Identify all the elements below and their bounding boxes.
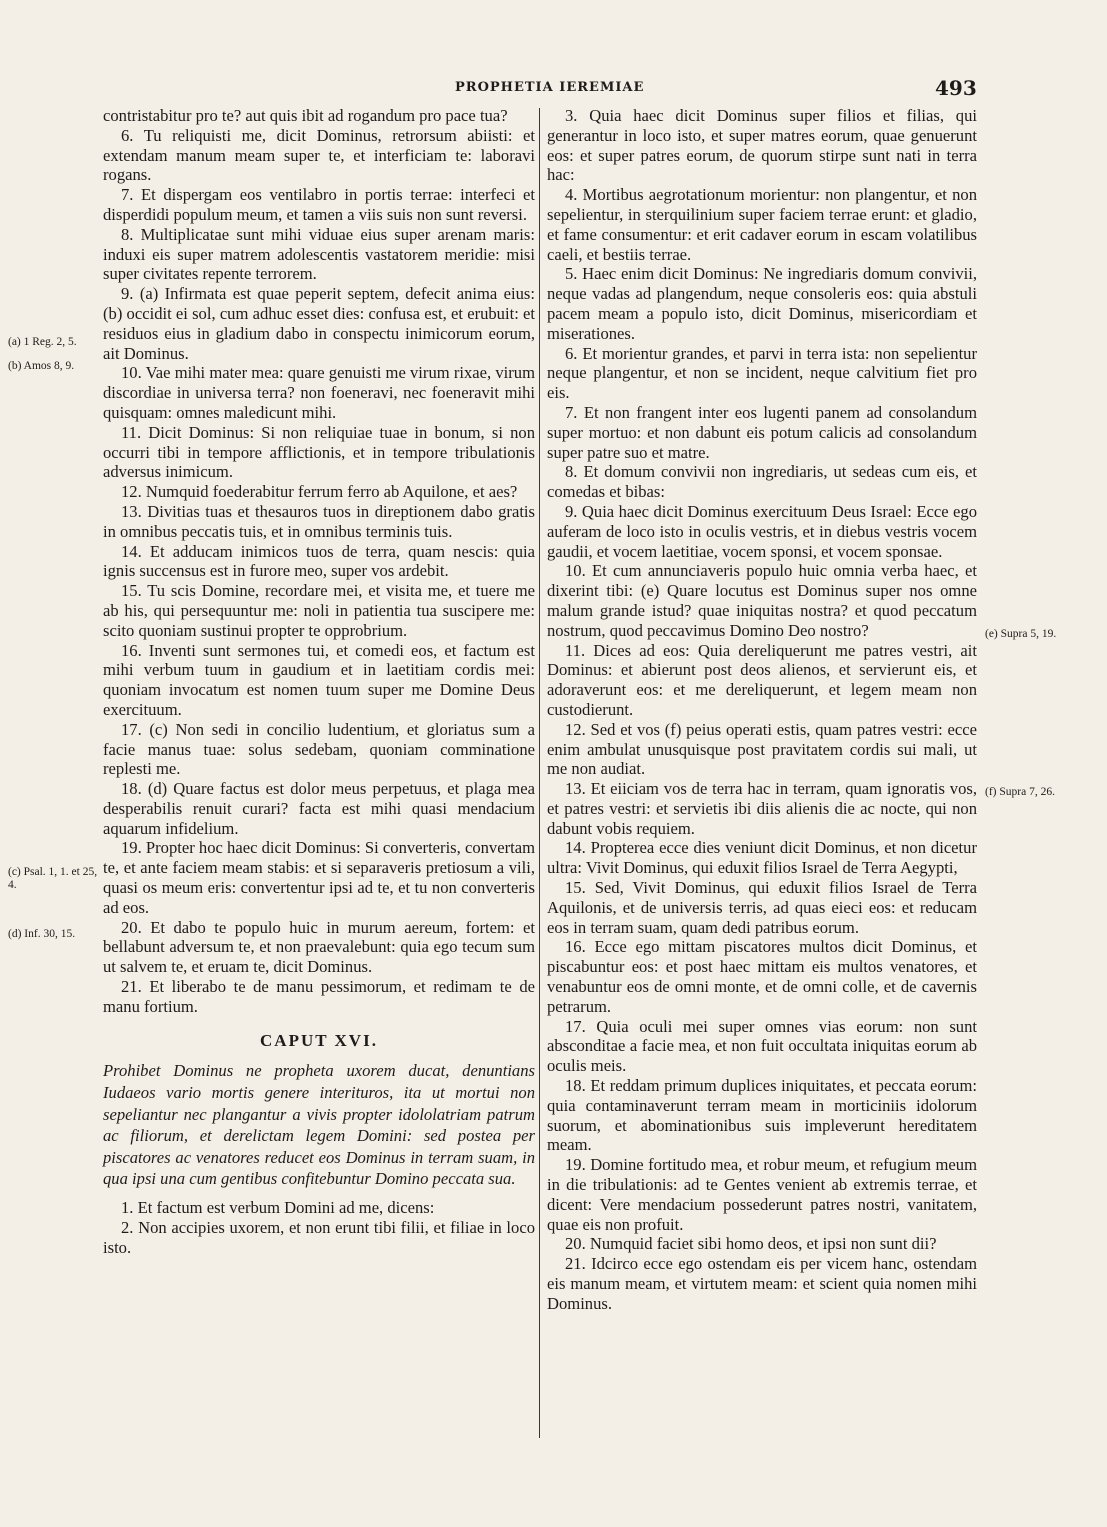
verse: 10. Et cum annunciaveris populo huic omnia verba haec, et dixerint tibi: (e) Quare locutus est Dominus super nos omne malum grande istud? quae iniquitas nostra? et quod peccatum nostrum, quod peccavimus Domino Deo nostro? bbox=[547, 561, 977, 640]
verse: 21. Et liberabo te de manu pessimorum, et redimam te de manu fortium. bbox=[103, 977, 535, 1016]
margin-note-e: (e) Supra 5, 19. bbox=[985, 628, 1057, 640]
verse: 19. Domine fortitudo mea, et robur meum, et refugium meum in die tribulationis: ad te Gentes venient ab extremis terrae, et dicent: Vere mendacium possederunt patres nostri, vanitatem, quae eis non profuit. bbox=[547, 1155, 977, 1234]
verse: 1. Et factum est verbum Domini ad me, dicens: bbox=[121, 1198, 435, 1218]
verse: 9. (a) Infirmata est quae peperit septem, defecit anima eius: (b) occidit ei sol, cum adhuc esset dies: confusa est, et erubuit: et residuos eius in gladium dabo in conspectu inimicorum eorum, ait Dominus. bbox=[103, 284, 535, 363]
verse: 14. Et adducam inimicos tuos de terra, quam nescis: quia ignis succensus est in furore meo, super vos ardebit. bbox=[103, 541, 535, 581]
verse: 3. Quia haec dicit Dominus super filios et filias, qui generantur in loco isto, et super matres eorum, quae genuerunt eos: et super patres eorum, de quorum stirpe sunt nati in terra hac: bbox=[547, 106, 977, 185]
verse: 7. Et non frangent inter eos lugenti panem ad consolandum super mortuo: et non dabunt eis potum calicis ad consolandum super patre suo et matre. bbox=[547, 402, 977, 462]
column-divider bbox=[539, 108, 540, 1438]
verse: 16. Inventi sunt sermones tui, et comedi eos, et factum est mihi verbum tuum in gaudium et in laetitiam cordis mei: quoniam invocatum est nomen tuum super me Domine Deus exercituum. bbox=[103, 640, 535, 719]
verse: 9. Quia haec dicit Dominus exercituum Deus Israel: Ecce ego auferam de loco isto in oculis vestris, et in diebus vestris vocem gaudii, et vocem laetitiae, vocem sponsi, et vocem sponsae. bbox=[547, 501, 977, 561]
verse: 12. Sed et vos (f) peius operati estis, quam patres vestri: ecce enim ambulat unusquisque post pravitatem cordis sui mali, ut me non audiat. bbox=[547, 719, 977, 779]
margin-note-d: (d) Inf. 30, 15. bbox=[8, 928, 76, 940]
left-column bbox=[103, 106, 535, 1257]
running-title: PROPHETIA IEREMIAE bbox=[455, 80, 645, 95]
verse: contristabitur pro te? aut quis ibit ad rogandum pro pace tua? bbox=[103, 106, 508, 125]
verse: 13. Divitias tuas et thesauros tuos in direptionem dabo gratis in omnibus peccatis tuis, et in omnibus terminis tuis. bbox=[103, 501, 535, 541]
verse: 2. Non accipies uxorem, et non erunt tibi filii, et filiae in loco isto. bbox=[103, 1217, 535, 1257]
verse: 5. Haec enim dicit Dominus: Ne ingrediaris domum convivii, neque vadas ad plangendum, neque consoleris eos: quia abstuli pacem meam a populo isto, dicit Dominus, misericordiam et miserationes. bbox=[547, 264, 977, 343]
verse: 17. Quia oculi mei super omnes vias eorum: non sunt absconditae a facie mea, et non fuit occultata iniquitas eorum ab oculis meis. bbox=[547, 1016, 977, 1076]
verse: 21. Idcirco ecce ego ostendam eis per vicem hanc, ostendam eis manum meam, et virtutem meam: et scient quia nomen mihi Dominus. bbox=[547, 1254, 977, 1313]
margin-note-c: (c) Psal. 1, 1. et 25, 4. bbox=[8, 866, 98, 891]
verse: 7. Et dispergam eos ventilabro in portis terrae: interfeci et disperdidi populum meum, et tamen a viis suis non sunt reversi. bbox=[103, 185, 535, 224]
margin-note-b: (b) Amos 8, 9. bbox=[8, 360, 75, 372]
verse: 18. (d) Quare factus est dolor meus perpetuus, et plaga mea desperabilis renuit curari? facta est mihi quasi mendacium aquarum infidelium. bbox=[103, 779, 535, 838]
verse: 20. Numquid faciet sibi homo deos, et ipsi non sunt dii? bbox=[565, 1234, 937, 1254]
verse: 14. Propterea ecce dies veniunt dicit Dominus, et non dicetur ultra: Vivit Dominus, qui eduxit filios Israel de Terra Aegypti, bbox=[547, 838, 977, 878]
chapter-heading: CAPUT XVI. bbox=[260, 1030, 378, 1050]
verse: 8. Et domum convivii non ingrediaris, ut sedeas cum eis, et comedas et bibas: bbox=[547, 462, 977, 502]
verse: 11. Dices ad eos: Quia dereliquerunt me patres vestri, ait Dominus: et abierunt post deos alienos, et servierunt eis, et adoraverunt eos: et me dereliquerunt, et legem meam non custodierunt. bbox=[547, 640, 977, 719]
verse: 12. Numquid foederabitur ferrum ferro ab Aquilone, et aes? bbox=[121, 482, 518, 502]
verse: 18. Et reddam primum duplices iniquitates, et peccata eorum: quia contaminaverunt terram meam in morticiniis idolorum suorum, et abominationibus suis impleverunt hereditatem meam. bbox=[547, 1076, 977, 1155]
verse: 4. Mortibus aegrotationum morientur: non plangentur, et non sepelientur, in sterquilinium super faciem terrae erunt: et gladio, et fame consumentur: et erit cadaver eorum in escam volatilibus caeli, et bestiis terrae. bbox=[547, 185, 977, 264]
page-number: 493 bbox=[935, 76, 977, 100]
verse: 16. Ecce ego mittam piscatores multos dicit Dominus, et piscabuntur eos: et post haec mittam eis multos venatores, et venabuntur eos de omni monte, et de omni colle, et de cavernis petrarum. bbox=[547, 937, 977, 1016]
chapter-summary: Prohibet Dominus ne propheta uxorem ducat, denuntians Iudaeos vario mortis genere interituros, ita ut mortui non sepeliantur nec plangantur a vivis propter idololatriam patrum ac filiorum, et derelictam legem Domini: sed postea per piscatores ac venatores reducet eos Dominus in terram suam, in qua ipsi una cum gentibus confitebuntur Domino peccata sua. bbox=[103, 1061, 535, 1189]
verse: 6. Tu reliquisti me, dicit Dominus, retrorsum abiisti: et extendam manum meam super te, et interficiam te: laboravi rogans. bbox=[103, 125, 535, 185]
right-column bbox=[547, 106, 977, 1314]
verse: 11. Dicit Dominus: Si non reliquiae tuae in bonum, si non occurri tibi in tempore afflictionis, et in tempore tribulationis adversus inimicum. bbox=[103, 422, 535, 482]
verse: 8. Multiplicatae sunt mihi viduae eius super arenam maris: induxi eis super matrem adolescentis vastatorem meridie: misi super civitates repente terrorem. bbox=[103, 224, 535, 284]
verse: 20. Et dabo te populo huic in murum aereum, fortem: et bellabunt adversum te, et non praevalebunt: quia ego tecum sum ut salvem te, et eruam te, dicit Dominus. bbox=[103, 917, 535, 977]
verse: 15. Sed, Vivit Dominus, qui eduxit filios Israel de Terra Aquilonis, et de universis terris, ad quas eieci eos: et reducam eos in terram suam, quam dedi patribus eorum. bbox=[547, 878, 977, 937]
verse: 15. Tu scis Domine, recordare mei, et visita me, et tuere me ab his, qui persequuntur me: noli in patientia tua suscipere me: scito quoniam sustinui propter te opprobrium. bbox=[103, 581, 535, 640]
verse: 10. Vae mihi mater mea: quare genuisti me virum rixae, virum discordiae in universa terra? non foeneravi, nec foeneravit mihi quisquam: omnes maledicunt mihi. bbox=[103, 363, 535, 422]
verse: 13. Et eiiciam vos de terra hac in terram, quam ignoratis vos, et patres vestri: et servietis ibi diis alienis die ac nocte, qui non dabunt vobis requiem. bbox=[547, 779, 977, 838]
margin-note-f: (f) Supra 7, 26. bbox=[985, 786, 1055, 798]
verse: 17. (c) Non sedi in concilio ludentium, et gloriatus sum a facie manus tuae: solus sedebam, quoniam comminatione replesti me. bbox=[103, 719, 535, 779]
margin-note-a: (a) 1 Reg. 2, 5. bbox=[8, 336, 77, 348]
verse: 19. Propter hoc haec dicit Dominus: Si converteris, convertam te, et ante faciem meam stabis: et si separaveris pretiosum a vili, quasi os meum eris: convertentur ipsi ad te, et tu non converteris ad eos. bbox=[103, 838, 535, 917]
verse: 6. Et morientur grandes, et parvi in terra ista: non sepelientur neque plangentur, et non se incident, neque calvitium fiet pro eis. bbox=[547, 343, 977, 403]
